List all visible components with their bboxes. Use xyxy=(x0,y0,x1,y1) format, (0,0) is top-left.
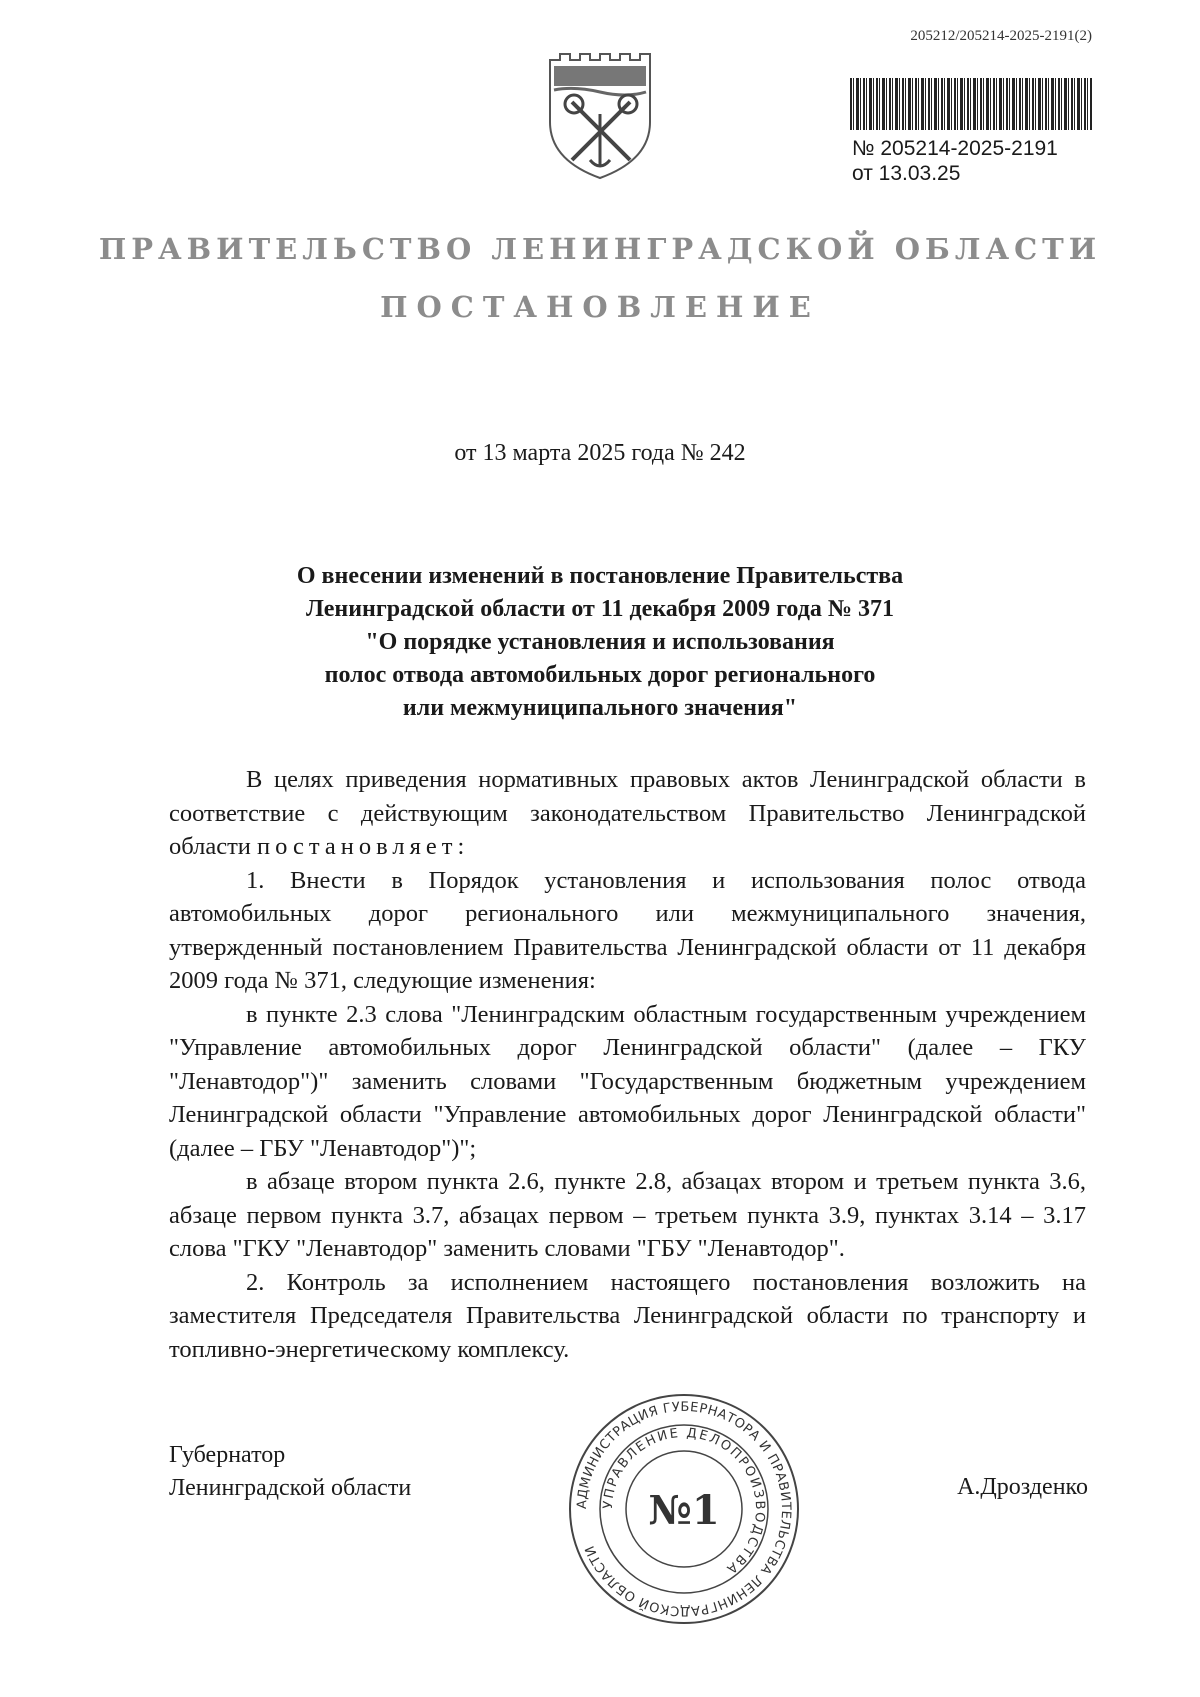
reference-code: 205212/205214-2025-2191(2) xyxy=(910,28,1092,44)
subject-line: "О порядке установления и использования xyxy=(365,629,835,655)
signatory-position xyxy=(169,1439,411,1505)
position-line: Ленинградской области xyxy=(169,1475,412,1501)
seal-center-number: №1 xyxy=(648,1487,720,1534)
decrees-word: постановляет: xyxy=(257,833,470,860)
official-seal xyxy=(565,1390,803,1628)
subject-line: О внесении изменений в постановление Правительства xyxy=(296,563,904,589)
subject-line: или межмуниципального значения" xyxy=(402,695,798,721)
barcode xyxy=(850,78,1092,130)
registration-number: № 205214-2025-2191 xyxy=(852,137,1058,160)
preamble-text: В целях приведения нормативных правовых актов Ленинградской области в соответствие с действующим законодательством Правительство Ленинградской области xyxy=(169,766,1086,860)
seal-outer-text: АДМИНИСТРАЦИЯ ГУБЕРНАТОРА И ПРАВИТЕЛЬСТВА ЛЕНИНГРАДСКОЙ ОБЛАСТИ xyxy=(574,1399,794,1619)
position-line: Губернатор xyxy=(169,1442,286,1468)
decree-date-number: от 13 марта 2025 года № 242 xyxy=(454,440,746,466)
seal-inner-text: УПРАВЛЕНИЕ ДЕЛОПРОИЗВОДСТВА xyxy=(600,1425,768,1578)
decree-body xyxy=(169,763,1086,1366)
item-2-paragraph: 2. Контроль за исполнением настоящего постановления возложить на заместителя Председателя Правительства Ленинградской области по транспорту и топливно-энергетическому комплексу. xyxy=(169,1268,1086,1363)
subject-line: полос отвода автомобильных дорог регионального xyxy=(324,662,876,688)
item-1b-paragraph: в абзаце втором пункта 2.6, пункте 2.8, абзацах втором и третьем пункта 3.6, абзаце первом пункта 3.7, абзацах первом – третьем пункта 3.9, пунктах 3.14 – 3.17 слова "ГКУ "Ленавтодор" заменить словами "ГБУ "Ленавтодор". xyxy=(169,1168,1086,1262)
subject-line: Ленинградской области от 11 декабря 2009 года № 371 xyxy=(306,596,894,622)
item-1-paragraph: 1. Внести в Порядок установления и использования полос отвода автомобильных дорог регионального или межмуниципального значения, утвержденный постановлением Правительства Ленинградской области от 11 декабря 2009 года № 371, следующие изменения: xyxy=(169,866,1086,994)
government-title: ПРАВИТЕЛЬСТВО ЛЕНИНГРАДСКОЙ ОБЛАСТИ xyxy=(98,232,1102,266)
registration-stamp xyxy=(852,136,1058,186)
signatory-name: А.Дрозденко xyxy=(957,1474,1088,1500)
decree-subject xyxy=(170,560,1030,725)
coat-of-arms-emblem xyxy=(544,42,656,182)
registration-date: от 13.03.25 xyxy=(852,162,961,185)
document-type: ПОСТАНОВЛЕНИЕ xyxy=(380,290,820,324)
preamble-paragraph xyxy=(169,763,1086,864)
item-1a-paragraph: в пункте 2.3 слова "Ленинградским областным государственным учреждением "Управление автомобильных дорог Ленинградской области" (далее – ГКУ "Ленавтодор")" заменить словами "Государственным бюджетным учреждением Ленинградской области "Управление автомобильных дорог Ленинградской области" (далее – ГБУ "Ленавтодор")"; xyxy=(169,1000,1086,1162)
